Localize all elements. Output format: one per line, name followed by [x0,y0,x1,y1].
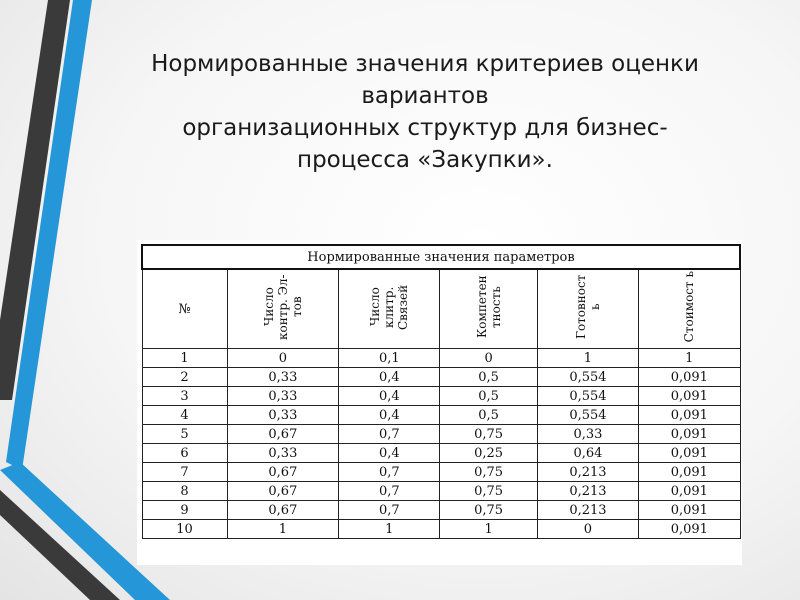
table-row [142,425,740,444]
header-control-links [339,269,440,349]
table-super-header: Нормированные значения параметров [142,245,740,269]
cell: 10 [142,520,227,539]
cell: 0,4 [339,406,440,425]
cell: 0,67 [227,425,338,444]
header-cost [639,269,740,349]
table-row [142,387,740,406]
table-row [142,444,740,463]
cell: 0,4 [339,368,440,387]
cell: 0,5 [440,406,537,425]
cell: 0,7 [339,501,440,520]
cell: 0,75 [440,482,537,501]
table-row [142,349,740,368]
cell: 4 [142,406,227,425]
cell: 0,75 [440,463,537,482]
cell: 1 [142,349,227,368]
cell: 0,7 [339,425,440,444]
cell: 2 [142,368,227,387]
cell: 0,67 [227,463,338,482]
cell: 0,67 [227,501,338,520]
cell: 0,091 [639,482,740,501]
parameters-table [141,244,741,539]
table-row [142,520,740,539]
table-body [142,349,740,539]
cell: 0,554 [537,387,638,406]
cell: 0,5 [440,368,537,387]
cell: 0,554 [537,406,638,425]
table-row [142,501,740,520]
cell: 1 [639,349,740,368]
cell: 0,33 [537,425,638,444]
cell: 0,7 [339,482,440,501]
cell: 0,554 [537,368,638,387]
cell: 0,091 [639,444,740,463]
table-header-row [142,269,740,349]
header-number-label: № [178,301,191,317]
cell: 1 [440,520,537,539]
header-cost-label: Стоимост ь [682,271,697,343]
cell: 9 [142,501,227,520]
table-row [142,482,740,501]
table-row [142,406,740,425]
cell: 8 [142,482,227,501]
cell: 0,75 [440,425,537,444]
cell: 0,091 [639,387,740,406]
title-line-2: вариантов [361,83,489,109]
slide-title [95,48,755,176]
cell: 0,64 [537,444,638,463]
title-line-3: организационных структур для бизнес- [182,115,668,141]
cell: 3 [142,387,227,406]
cell: 0,091 [639,406,740,425]
cell: 7 [142,463,227,482]
cell: 0,091 [639,425,740,444]
cell: 0,33 [227,387,338,406]
table-row [142,463,740,482]
cell: 0,75 [440,501,537,520]
cell: 6 [142,444,227,463]
cell: 0 [227,349,338,368]
cell: 0,25 [440,444,537,463]
cell: 0 [537,520,638,539]
cell: 1 [339,520,440,539]
cell: 0,7 [339,463,440,482]
header-competence-label: Компетен тность [474,275,503,339]
cell: 5 [142,425,227,444]
cell: 0,213 [537,501,638,520]
cell: 0,67 [227,482,338,501]
cell: 0,091 [639,368,740,387]
header-readiness [537,269,638,349]
title-line-4: процесса «Закупки». [297,147,553,173]
cell: 0,33 [227,406,338,425]
cell: 1 [537,349,638,368]
cell: 0,33 [227,444,338,463]
cell: 0 [440,349,537,368]
scanned-table [137,240,742,565]
cell: 0,213 [537,482,638,501]
table-row [142,368,740,387]
header-readiness-label: Готовност ь [573,274,602,340]
cell: 0,33 [227,368,338,387]
cell: 0,4 [339,387,440,406]
cell: 0,213 [537,463,638,482]
header-control-links-label: Число клитр. Связей [368,284,411,330]
cell: 0,5 [440,387,537,406]
cell: 1 [227,520,338,539]
header-control-elements [227,269,338,349]
cell: 0,1 [339,349,440,368]
cell: 0,091 [639,520,740,539]
cell: 0,091 [639,501,740,520]
header-competence [440,269,537,349]
cell: 0,4 [339,444,440,463]
cell: 0,091 [639,463,740,482]
header-control-elements-label: Число контр. Эл-тов [261,274,304,340]
header-number [142,269,227,349]
title-line-1: Нормированные значения критериев оценки [151,51,699,77]
